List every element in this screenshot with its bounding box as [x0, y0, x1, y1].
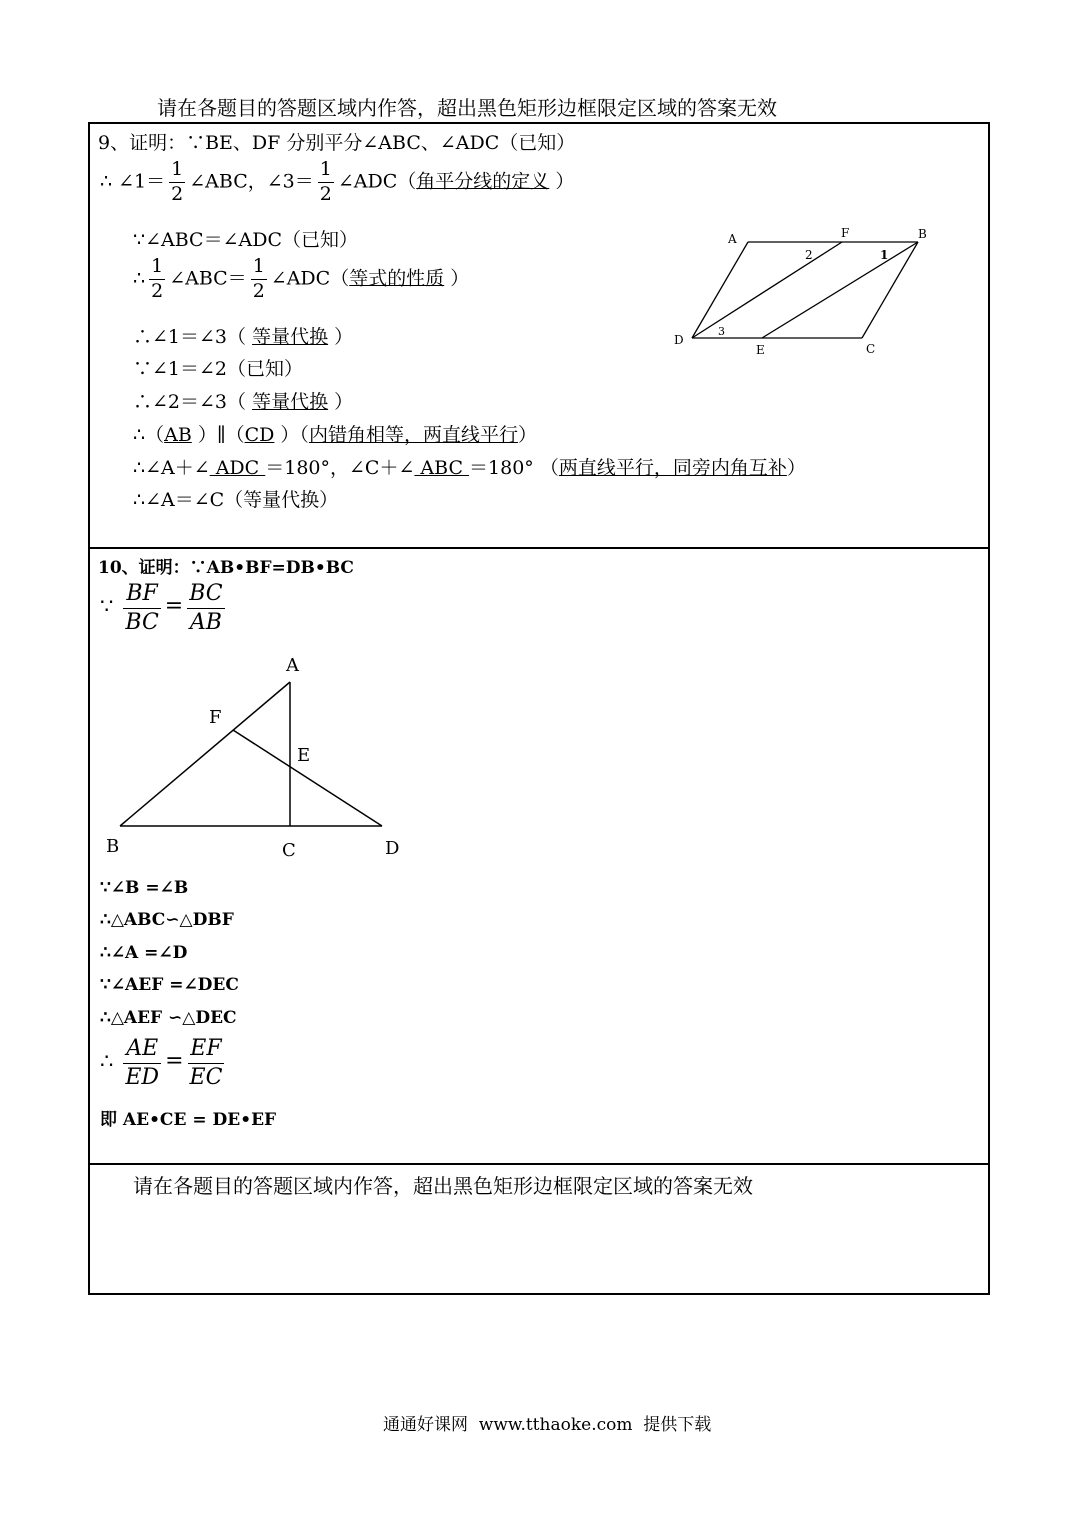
because-symbol: ∵ [100, 593, 114, 618]
label-c: C [866, 342, 876, 356]
frac-den: ED [125, 1064, 160, 1090]
label-a: A [286, 655, 299, 676]
side-bc [862, 242, 918, 338]
q9-line-2-end: ） [549, 170, 575, 193]
therefore-symbol: ∴ [100, 1048, 114, 1073]
label-angle-2: 2 [805, 248, 813, 262]
q9-line-9-end: ） [786, 457, 806, 479]
parallelogram-figure [670, 222, 940, 362]
frac-num: AE [123, 1035, 161, 1064]
q9-line-4-pre: ∴ [133, 267, 146, 290]
q9-line-8-mid2: ）（ [274, 424, 309, 446]
equals-sign: = [165, 1048, 184, 1074]
q9-line-9-pre: ∴∠A＋∠ [133, 457, 210, 479]
q9-line-4-mid2: ∠ADC（ [270, 267, 350, 290]
frac-den: 2 [252, 279, 265, 302]
q10-step-3: ∴∠A =∠D [100, 943, 188, 963]
q9-line-9 [133, 453, 806, 480]
q9-reason-co-interior: 两直线平行，同旁内角互补 [558, 457, 787, 479]
equals-sign: = [164, 593, 184, 619]
fraction-ef-ec [188, 1035, 225, 1091]
frac-num: 1 [251, 255, 267, 280]
q9-line-8-pre: ∴（ [133, 424, 165, 446]
q9-line-5-end: ） [328, 326, 354, 348]
q10-step-5: ∴△AEF ∽△DEC [100, 1008, 237, 1028]
q9-line-8-mid: ）∥（ [191, 424, 245, 446]
label-d: D [674, 333, 684, 347]
q9-line-4-end: ） [444, 267, 470, 290]
q9-reason-equality: 等式的性质 [349, 267, 445, 290]
q9-line-2-mid2: ∠ADC（ [337, 170, 417, 193]
q10-ratio-2 [100, 1035, 228, 1091]
label-f: F [209, 707, 222, 728]
q9-reason-substitution: 等量代换 [252, 326, 329, 348]
frac-den: 2 [171, 182, 184, 205]
q10-ratio-1 [100, 580, 229, 636]
fraction-ae-ed [123, 1035, 161, 1091]
q9-line-5-pre: ∴∠1＝∠3（ [133, 326, 253, 348]
q9-reason-substitution-2: 等量代换 [252, 391, 329, 413]
frac-num: EF [188, 1035, 225, 1064]
q9-blank-abc: ABC [414, 457, 470, 479]
q10-step-2: ∴△ABC∽△DBF [100, 910, 234, 930]
q9-line-8-end: ） [517, 424, 537, 446]
q9-line-10: ∴∠A＝∠C（等量代换） [133, 489, 339, 511]
frac-den: BC [125, 609, 159, 635]
q9-line-2 [100, 158, 574, 207]
q9-line-9-mid2: ＝180° （ [469, 457, 559, 479]
q9-line-7-end: ） [328, 391, 354, 413]
label-a: A [728, 232, 737, 246]
footer-credit: 通通好课网 www.tthaoke.com 提供下载 [383, 1415, 712, 1435]
q9-line-8 [133, 420, 537, 447]
q9-line-5 [133, 322, 353, 349]
fraction-half [149, 255, 165, 304]
label-c: C [282, 840, 296, 861]
side-ad [692, 242, 748, 338]
notice-bottom: 请在各题目的答题区域内作答，超出黑色矩形边框限定区域的答案无效 [133, 1174, 753, 1198]
q9-line-2-mid: ∠ABC，∠3＝ [189, 170, 314, 193]
q9-line-7-pre: ∴∠2＝∠3（ [133, 391, 253, 413]
label-b: B [106, 836, 120, 857]
frac-den: AB [189, 609, 222, 635]
label-angle-1: 1 [880, 248, 889, 262]
q9-blank-adc: ADC [209, 457, 266, 479]
fraction-bc-ab [187, 580, 224, 636]
q9-line-9-mid: ＝180°，∠C＋∠ [265, 457, 415, 479]
triangle-figure [100, 650, 420, 865]
fraction-half [251, 255, 267, 304]
label-angle-3: 3 [718, 325, 725, 338]
frac-num: BF [123, 580, 160, 609]
label-e: E [297, 745, 311, 766]
q9-line-3: ∵∠ABC＝∠ADC（已知） [133, 229, 358, 251]
q9-line-4-mid: ∠ABC＝ [169, 267, 247, 290]
frac-num: 1 [169, 158, 185, 183]
q9-blank-ab: AB [164, 424, 192, 446]
label-b: B [918, 227, 927, 241]
q9-reason-parallel: 内错角相等，两直线平行 [308, 424, 518, 446]
segment-be [762, 242, 918, 338]
q10-step-1: ∵∠B =∠B [100, 878, 189, 898]
frac-num: BC [187, 580, 224, 609]
q9-line-1: 9、证明：∵BE、DF 分别平分∠ABC、∠ADC（已知） [98, 132, 576, 154]
frac-den: 2 [151, 279, 164, 302]
fraction-half [318, 158, 334, 207]
q10-line-1: 10、证明：∵AB•BF=DB•BC [98, 558, 354, 578]
frac-den: EC [189, 1064, 223, 1090]
q10-step-4: ∵∠AEF =∠DEC [100, 975, 239, 995]
label-f: F [841, 226, 850, 240]
frac-num: 1 [318, 158, 334, 183]
fraction-half [169, 158, 185, 207]
notice-top: 请在各题目的答题区域内作答，超出黑色矩形边框限定区域的答案无效 [157, 96, 777, 120]
q9-blank-cd: CD [244, 424, 275, 446]
segment-ba [120, 682, 290, 826]
q9-line-7 [133, 387, 353, 414]
q9-line-4 [133, 255, 469, 304]
fraction-bf-bc [123, 580, 160, 636]
q9-line-6: ∵∠1＝∠2（已知） [133, 358, 304, 380]
q10-conclusion: 即 AE•CE = DE•EF [100, 1110, 277, 1130]
q9-reason-angle-bisector: 角平分线的定义 [416, 170, 550, 193]
label-d: D [385, 838, 400, 859]
frac-den: 2 [319, 182, 332, 205]
q9-line-2-pre: ∴ ∠1＝ [100, 170, 166, 193]
frac-num: 1 [149, 255, 165, 280]
label-e: E [756, 343, 765, 357]
segment-df [692, 242, 842, 338]
